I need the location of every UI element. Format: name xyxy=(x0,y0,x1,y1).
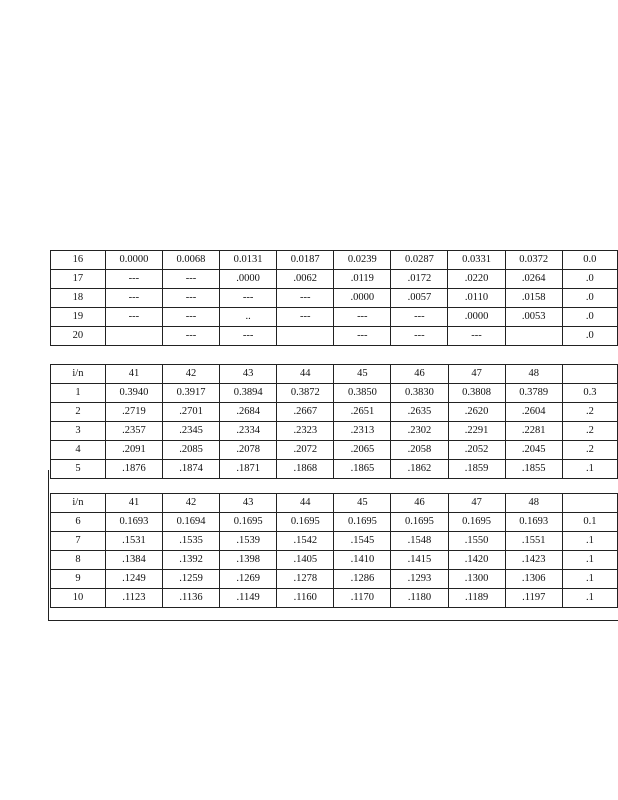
table-block-rows-16-20 xyxy=(50,250,618,346)
value-cell: .1874 xyxy=(163,460,220,479)
value-cell: .2719 xyxy=(105,403,162,422)
value-cell: .1123 xyxy=(105,589,162,608)
row-index-cell: 16 xyxy=(51,251,106,270)
table-row xyxy=(51,422,618,441)
row-index-cell: 2 xyxy=(51,403,106,422)
value-cell: .2604 xyxy=(505,403,562,422)
value-cell: .2072 xyxy=(277,441,334,460)
value-cell: .0000 xyxy=(334,289,391,308)
value-cell: --- xyxy=(105,308,162,327)
value-cell: .1545 xyxy=(334,532,391,551)
value-cell: .. xyxy=(220,308,277,327)
value-cell: .1420 xyxy=(448,551,505,570)
value-cell: .1855 xyxy=(505,460,562,479)
value-cell: 0.1693 xyxy=(505,513,562,532)
table-body xyxy=(51,251,618,346)
value-cell: 0.0187 xyxy=(277,251,334,270)
value-cell: .0000 xyxy=(448,308,505,327)
value-cell: .2345 xyxy=(163,422,220,441)
value-cell: .2667 xyxy=(277,403,334,422)
column-header: i/n xyxy=(51,494,106,513)
value-cell: .1862 xyxy=(391,460,448,479)
table-header-row xyxy=(51,494,618,513)
value-cell: .2045 xyxy=(505,441,562,460)
value-cell: --- xyxy=(391,327,448,346)
value-cell: .1876 xyxy=(105,460,162,479)
table-body xyxy=(51,494,618,608)
value-cell: .1865 xyxy=(334,460,391,479)
value-cell: 0.3830 xyxy=(391,384,448,403)
value-cell: .1539 xyxy=(220,532,277,551)
value-cell: .1170 xyxy=(334,589,391,608)
value-cell: --- xyxy=(162,308,219,327)
value-cell: 0.3808 xyxy=(448,384,505,403)
value-cell: .1 xyxy=(562,589,617,608)
value-cell: .1149 xyxy=(220,589,277,608)
value-cell: .2620 xyxy=(448,403,505,422)
column-header: 45 xyxy=(334,365,391,384)
value-cell: 0.3789 xyxy=(505,384,562,403)
value-cell: .1 xyxy=(562,532,617,551)
row-index-cell: 18 xyxy=(51,289,106,308)
value-cell: 0.3917 xyxy=(163,384,220,403)
column-header: 43 xyxy=(220,365,277,384)
value-cell: .0264 xyxy=(505,270,562,289)
column-header: 42 xyxy=(163,365,220,384)
value-cell: .1535 xyxy=(163,532,220,551)
value-cell: 0.1695 xyxy=(448,513,505,532)
column-header: 42 xyxy=(163,494,220,513)
value-cell: 0.0287 xyxy=(391,251,448,270)
value-cell: 0.0000 xyxy=(105,251,162,270)
column-header: 45 xyxy=(334,494,391,513)
value-cell: .2701 xyxy=(163,403,220,422)
value-cell: .1423 xyxy=(505,551,562,570)
value-cell: .2065 xyxy=(334,441,391,460)
value-cell: 0.3894 xyxy=(220,384,277,403)
value-cell: 0.0331 xyxy=(448,251,505,270)
column-header: 41 xyxy=(105,365,162,384)
value-cell: .0119 xyxy=(334,270,391,289)
left-border-rule xyxy=(48,470,49,620)
value-cell: .0 xyxy=(562,289,617,308)
column-header xyxy=(562,365,617,384)
value-cell: .1269 xyxy=(220,570,277,589)
value-cell: .1136 xyxy=(163,589,220,608)
value-cell: .1306 xyxy=(505,570,562,589)
value-cell: --- xyxy=(334,308,391,327)
value-cell: .1278 xyxy=(277,570,334,589)
column-header: i/n xyxy=(51,365,106,384)
value-cell: .2357 xyxy=(105,422,162,441)
table-row xyxy=(51,532,618,551)
value-cell: .1 xyxy=(562,460,617,479)
value-cell: .0110 xyxy=(448,289,505,308)
value-cell: 0.3940 xyxy=(105,384,162,403)
value-cell: .2058 xyxy=(391,441,448,460)
value-cell: --- xyxy=(277,289,334,308)
value-cell: --- xyxy=(391,308,448,327)
table-row xyxy=(51,327,618,346)
value-cell: --- xyxy=(162,327,219,346)
row-index-cell: 5 xyxy=(51,460,106,479)
value-cell: .1286 xyxy=(334,570,391,589)
value-cell: .0062 xyxy=(277,270,334,289)
value-cell: 0.1695 xyxy=(391,513,448,532)
value-cell: .1189 xyxy=(448,589,505,608)
value-cell: .2684 xyxy=(220,403,277,422)
value-cell: .2651 xyxy=(334,403,391,422)
table-row xyxy=(51,289,618,308)
value-cell: 0.3 xyxy=(562,384,617,403)
value-cell: .0 xyxy=(562,270,617,289)
value-cell: 0.0372 xyxy=(505,251,562,270)
value-cell: .2323 xyxy=(277,422,334,441)
value-cell: --- xyxy=(162,270,219,289)
column-header: 46 xyxy=(391,365,448,384)
value-cell: 0.1695 xyxy=(277,513,334,532)
table-row xyxy=(51,308,618,327)
value-cell: .2291 xyxy=(448,422,505,441)
row-index-cell: 9 xyxy=(51,570,106,589)
value-cell: .1160 xyxy=(277,589,334,608)
table-row xyxy=(51,589,618,608)
value-cell: --- xyxy=(105,270,162,289)
value-cell: .2 xyxy=(562,441,617,460)
value-cell: .1 xyxy=(562,551,617,570)
value-cell: 0.0131 xyxy=(220,251,277,270)
value-cell: .1405 xyxy=(277,551,334,570)
value-cell: .0220 xyxy=(448,270,505,289)
value-cell: .0053 xyxy=(505,308,562,327)
column-header: 44 xyxy=(277,494,334,513)
value-cell: .0158 xyxy=(505,289,562,308)
row-index-cell: 19 xyxy=(51,308,106,327)
value-cell: .2635 xyxy=(391,403,448,422)
table-row xyxy=(51,251,618,270)
table-body xyxy=(51,365,618,479)
row-index-cell: 17 xyxy=(51,270,106,289)
value-cell: .1197 xyxy=(505,589,562,608)
value-cell: 0.3872 xyxy=(277,384,334,403)
value-cell: .2085 xyxy=(163,441,220,460)
value-cell: 0.1693 xyxy=(105,513,162,532)
value-cell: --- xyxy=(220,327,277,346)
column-header: 41 xyxy=(105,494,162,513)
value-cell: .0057 xyxy=(391,289,448,308)
row-index-cell: 4 xyxy=(51,441,106,460)
table-row xyxy=(51,460,618,479)
row-index-cell: 3 xyxy=(51,422,106,441)
row-index-cell: 1 xyxy=(51,384,106,403)
value-cell xyxy=(105,327,162,346)
value-cell: .1551 xyxy=(505,532,562,551)
value-cell: --- xyxy=(448,327,505,346)
column-header: 46 xyxy=(391,494,448,513)
value-cell: .1293 xyxy=(391,570,448,589)
column-header: 44 xyxy=(277,365,334,384)
value-cell: .0 xyxy=(562,308,617,327)
value-cell: .2052 xyxy=(448,441,505,460)
table-row xyxy=(51,570,618,589)
value-cell xyxy=(277,327,334,346)
value-cell: --- xyxy=(162,289,219,308)
value-cell: .0 xyxy=(562,327,617,346)
value-cell: .1871 xyxy=(220,460,277,479)
table-row xyxy=(51,384,618,403)
value-cell: 0.3850 xyxy=(334,384,391,403)
table-row xyxy=(51,513,618,532)
table-row xyxy=(51,551,618,570)
value-cell: .0000 xyxy=(220,270,277,289)
value-cell: .0172 xyxy=(391,270,448,289)
row-index-cell: 8 xyxy=(51,551,106,570)
column-header: 47 xyxy=(448,494,505,513)
value-cell: 0.1695 xyxy=(220,513,277,532)
value-cell: .1 xyxy=(562,570,617,589)
value-cell: 0.1694 xyxy=(163,513,220,532)
value-cell: .2302 xyxy=(391,422,448,441)
value-cell: --- xyxy=(105,289,162,308)
value-cell: .1410 xyxy=(334,551,391,570)
value-cell: .1300 xyxy=(448,570,505,589)
row-index-cell: 7 xyxy=(51,532,106,551)
value-cell: .2091 xyxy=(105,441,162,460)
value-cell: .2281 xyxy=(505,422,562,441)
value-cell: .1531 xyxy=(105,532,162,551)
value-cell: .1384 xyxy=(105,551,162,570)
table-row xyxy=(51,270,618,289)
value-cell: .1859 xyxy=(448,460,505,479)
value-cell: .1398 xyxy=(220,551,277,570)
value-cell: .1249 xyxy=(105,570,162,589)
value-cell: 0.1 xyxy=(562,513,617,532)
row-index-cell: 6 xyxy=(51,513,106,532)
value-cell: 0.0 xyxy=(562,251,617,270)
row-index-cell: 10 xyxy=(51,589,106,608)
value-cell: .1415 xyxy=(391,551,448,570)
value-cell: .2313 xyxy=(334,422,391,441)
value-cell: 0.1695 xyxy=(334,513,391,532)
value-cell: .2 xyxy=(562,422,617,441)
value-cell: --- xyxy=(334,327,391,346)
value-cell: 0.0068 xyxy=(162,251,219,270)
value-cell: .1259 xyxy=(163,570,220,589)
table-row xyxy=(51,403,618,422)
column-header xyxy=(562,494,617,513)
value-cell: .1550 xyxy=(448,532,505,551)
value-cell: .1180 xyxy=(391,589,448,608)
column-header: 47 xyxy=(448,365,505,384)
table-block-rows-6-10 xyxy=(50,493,618,608)
value-cell: .1868 xyxy=(277,460,334,479)
column-header: 48 xyxy=(505,365,562,384)
table-row xyxy=(51,441,618,460)
value-cell: .2078 xyxy=(220,441,277,460)
table-header-row xyxy=(51,365,618,384)
value-cell: .2 xyxy=(562,403,617,422)
column-header: 43 xyxy=(220,494,277,513)
value-cell: 0.0239 xyxy=(334,251,391,270)
bottom-border-rule xyxy=(48,620,618,621)
value-cell: --- xyxy=(277,308,334,327)
value-cell xyxy=(505,327,562,346)
table-block-rows-1-5 xyxy=(50,364,618,479)
value-cell: .1392 xyxy=(163,551,220,570)
value-cell: .1542 xyxy=(277,532,334,551)
value-cell: .1548 xyxy=(391,532,448,551)
column-header: 48 xyxy=(505,494,562,513)
value-cell: --- xyxy=(220,289,277,308)
row-index-cell: 20 xyxy=(51,327,106,346)
value-cell: .2334 xyxy=(220,422,277,441)
